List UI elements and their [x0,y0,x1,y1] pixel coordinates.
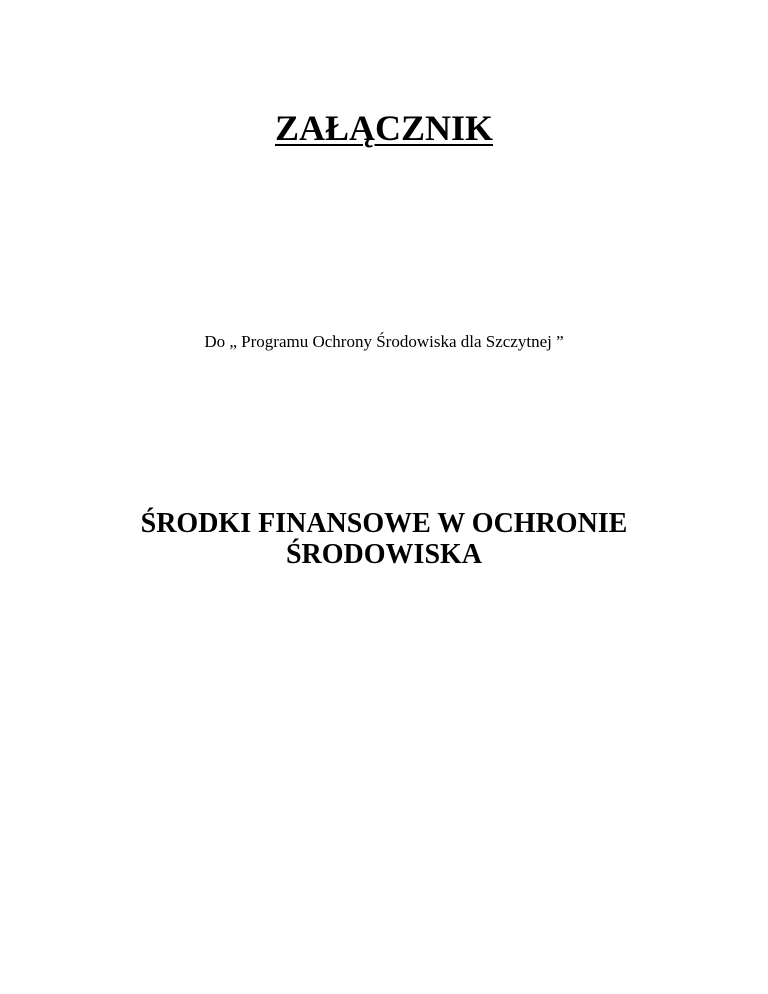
document-title: ZAŁĄCZNIK [274,108,494,148]
document-subtitle: Do „ Programu Ochrony Środowiska dla Szczytnej ” [204,332,564,351]
section-heading [0,508,768,570]
section-heading-line-2: ŚRODOWISKA [285,539,483,570]
section-heading-line-1: ŚRODKI FINANSOWE W OCHRONIE [140,508,628,539]
